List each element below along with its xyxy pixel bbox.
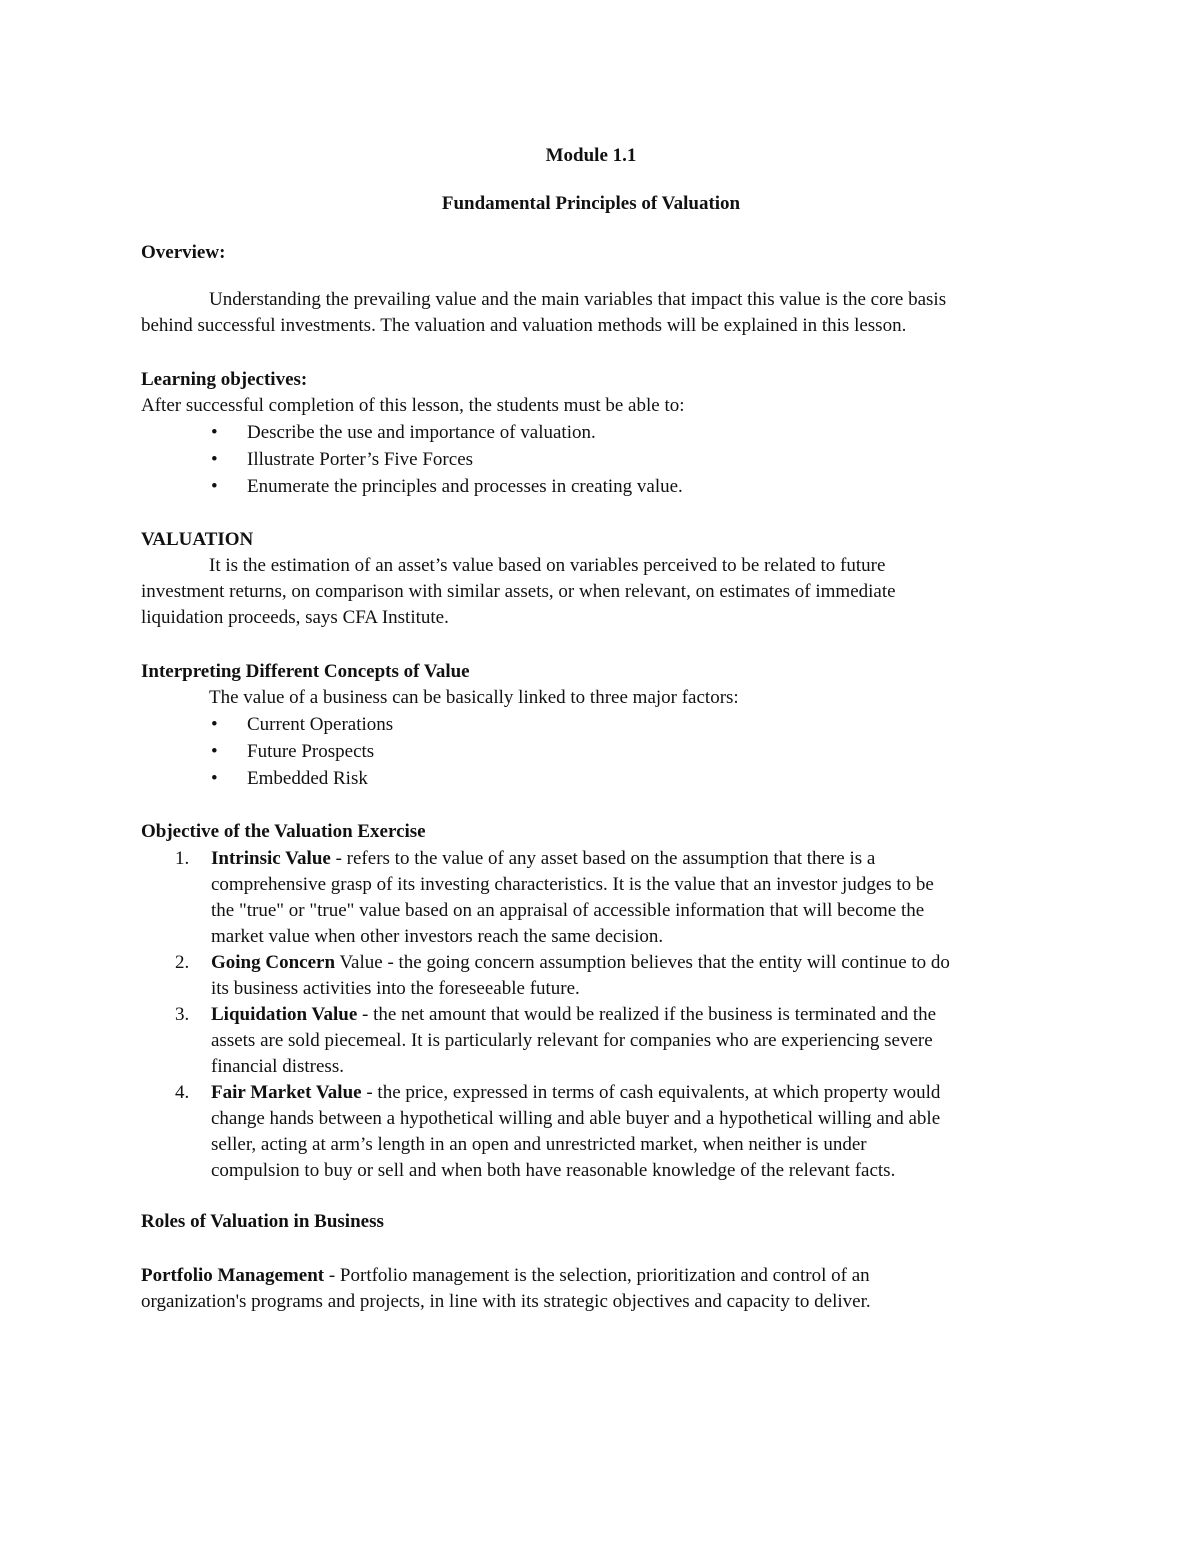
portfolio-text: - Portfolio management is the selection, prioritization and control of an <box>324 1265 870 1286</box>
objective-item-text: - refers to the value of any asset based on the assumption that there is a <box>330 848 876 869</box>
objective-item-text: comprehensive grasp of its investing characteristics. It is the value that an investor judges to be <box>211 874 934 895</box>
objective-item-text: assets are sold piecemeal. It is particularly relevant for companies who are experiencing severe <box>211 1030 933 1051</box>
learning-intro: After successful completion of this lesson, the students must be able to: <box>141 395 685 416</box>
valuation-line-2: investment returns, on comparison with similar assets, or when relevant, on estimates of immediate <box>141 581 896 602</box>
bullet-icon: • <box>211 422 218 443</box>
objective-item-term: Liquidation Value <box>211 1004 358 1025</box>
objective-item-term: Going Concern <box>211 952 336 973</box>
bullet-icon: • <box>211 449 218 470</box>
objective-item-term: Fair Market Value <box>211 1082 362 1103</box>
objective-item-text: financial distress. <box>211 1056 344 1077</box>
page-title: Fundamental Principles of Valuation <box>441 193 741 214</box>
bullet-icon: • <box>211 768 218 789</box>
objective-item-text: change hands between a hypothetical willing and able buyer and a hypothetical willing and able <box>211 1108 941 1129</box>
objective-item-text: its business activities into the foreseeable future. <box>211 978 580 999</box>
module-label: Module 1.1 <box>545 145 637 166</box>
objective-item-3-line <box>211 1002 936 1028</box>
objective-item-text: Value - the going concern assumption believes that the entity will continue to do <box>335 952 950 973</box>
learning-item: Describe the use and importance of valuation. <box>247 422 596 443</box>
list-number: 1. <box>175 848 190 869</box>
learning-item: Illustrate Porter’s Five Forces <box>247 449 474 470</box>
bullet-icon: • <box>211 714 218 735</box>
list-number: 4. <box>175 1082 190 1103</box>
portfolio-term: Portfolio Management <box>141 1265 325 1286</box>
concepts-intro: The value of a business can be basically linked to three major factors: <box>209 687 739 708</box>
objective-item-text: compulsion to buy or sell and when both have reasonable knowledge of the relevant facts. <box>211 1160 896 1181</box>
concepts-heading: Interpreting Different Concepts of Value <box>141 661 470 682</box>
bullet-icon: • <box>211 476 218 497</box>
learning-item: Enumerate the principles and processes in creating value. <box>247 476 683 497</box>
objective-item-text: - the net amount that would be realized if the business is terminated and the <box>357 1004 937 1025</box>
overview-line-1: Understanding the prevailing value and the main variables that impact this value is the core basis <box>209 289 947 310</box>
portfolio-line-2: organization's programs and projects, in line with its strategic objectives and capacity to deliver. <box>141 1291 871 1312</box>
concepts-item: Embedded Risk <box>247 768 368 789</box>
valuation-line-1: It is the estimation of an asset’s value based on variables perceived to be related to future <box>209 555 886 576</box>
portfolio-line-1 <box>141 1263 870 1289</box>
objective-item-text: seller, acting at arm’s length in an open and unrestricted market, when neither is under <box>211 1134 867 1155</box>
objective-item-text: - the price, expressed in terms of cash equivalents, at which property would <box>361 1082 941 1103</box>
bullet-icon: • <box>211 741 218 762</box>
objective-item-term: Intrinsic Value <box>211 848 331 869</box>
valuation-heading: VALUATION <box>141 529 254 550</box>
valuation-line-3: liquidation proceeds, says CFA Institute. <box>141 607 449 628</box>
objective-item-2-line <box>211 950 950 976</box>
list-number: 3. <box>175 1004 190 1025</box>
concepts-item: Future Prospects <box>247 741 375 762</box>
concepts-item: Current Operations <box>247 714 394 735</box>
overview-heading: Overview: <box>141 242 226 263</box>
list-number: 2. <box>175 952 190 973</box>
objective-item-text: market value when other investors reach the same decision. <box>211 926 664 947</box>
objective-item-4-line <box>211 1080 940 1106</box>
objective-item-text: the "true" or "true" value based on an appraisal of accessible information that will become the <box>211 900 925 921</box>
overview-line-2: behind successful investments. The valuation and valuation methods will be explained in this lesson. <box>141 315 907 336</box>
roles-heading: Roles of Valuation in Business <box>141 1211 384 1232</box>
objective-item-1-line <box>211 846 875 872</box>
objective-heading: Objective of the Valuation Exercise <box>141 821 426 842</box>
learning-heading: Learning objectives: <box>141 369 308 390</box>
